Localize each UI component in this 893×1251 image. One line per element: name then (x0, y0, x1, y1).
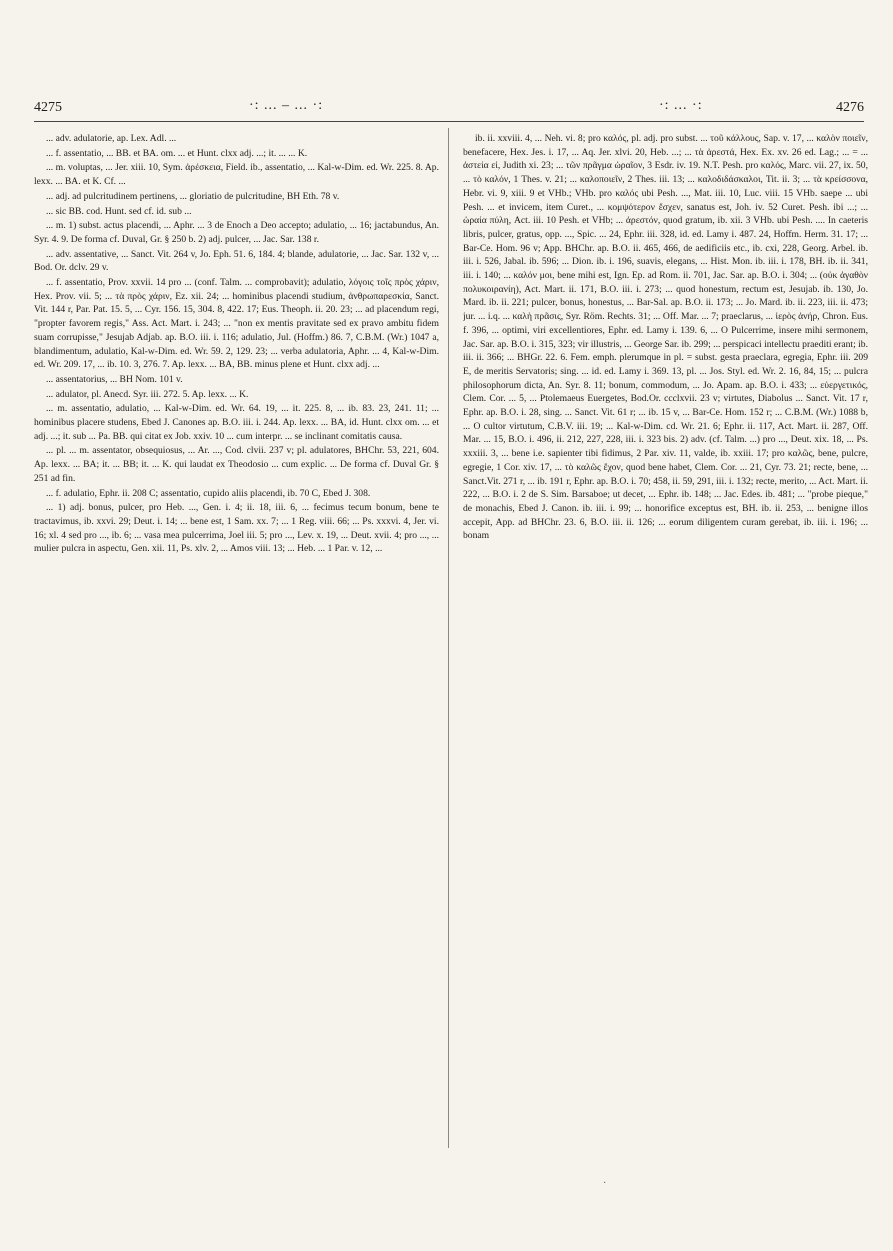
header-rule (34, 121, 864, 122)
dictionary-entry: ... m. assentatio, adulatio, ... Kal-w-Dim. ed. Wr. 64. 19, ... it. 225. 8, ... ib. 83. 23, 241. 11; ... hominibus placere studens, Ebed J. Canones ap. B.O. iii. i. 244. Ap. lexx. ... BA, id. Hunt. clxx om. ... et adj. ...; it. sub ... Pa. BB. qui citat ex Job. xxiv. 10 ... cum interpr. ... se inclinant comitatis causa. (34, 403, 439, 442)
dictionary-entry: ... adulator, pl. Anecd. Syr. iii. 272. 5. Ap. lexx. ... K. (46, 388, 249, 400)
running-title-left: ·: ... – ... ·: (249, 98, 324, 113)
dictionary-entry: ... pl. ... m. assentator, obsequiosus, ... Ar. ..., Cod. clvii. 237 v; pl. adulatores, BHChr. 53, 221, 604. Ap. lexx. ... BA; it. ... BB; it. ... K. qui laudat ex Theodosio ... cum explic. ... De forma cf. Duval Gr. § 251 ad fin. (34, 445, 439, 484)
dictionary-entry: ib. ii. xxviii. 4, ... Neh. vi. 8; pro καλός, pl. adj. pro subst. ... τοῦ κάλλους, Sap. v. 17, ... καλὸν ποιεῖν, benefacere, Hex. Jes. i. 17, ... Aq. Jer. xlvi. 20, Heb. ...; ... τὰ ἀρεστά, Hex. Ex. xv. 26 ed. Lag.; ... = ... ἀστεία εἰ, Judith xi. 23; ... τῶν πρᾶγμα ὡραῖον, 3 Esdr. iv. 19. N.T. Pesh. pro καλός, Marc. vii. 27, ix. 50, ... τὸ καλόν, 1 Thes. v. 21; ... καλοποιεῖν, 2 Thes. iii. 13; ... καλοδιδάσκαλοι, Tit. ii. 3; ... τὰ κρείσσονα, Hebr. vi. 9, xiii. 9 et VHb.; VHb. pro καλός ubi Pesh. ..., Mat. iii. 10, Luc. viii. 15 VHb. saepe ... ubi Pesh. ... et invicem, item Curet., ... κομψότερον ἔσχεν, sanatus est, Joh. iv. 52 Curet. Pesh. ibi ...; ... ὡραία πύλη, Act. iii. 10 Pesh. et VHb; ... ἀρεστόν, quod gratum, ib. xii. 3 VHb. ubi Pesh. .... In caeteris libris, pulcer, gratus, opp. ..., Spic. ... 24, Ephr. iii. 328, id. ed. Lamy i. 487. 24, Hoffm. Herm. 31. 17; ... Bar-Ce. Hom. 96 v; App. BHChr. ap. B.O. ii. 465, 466, de aedificiis etc., ib. cxi, 228, Georg. Arbel. ib. iii. i. 526, Jabal. ib. 596; ... Dion. ib. i. 196, suavis, elegans, ... Hist. Mon. ib. iii. i. 178, BH. ib. ii. 341, iii. i. 140; ... καλόν μοι, bene mihi est, Ign. Ep. ad Rom. ii. 701, Jac. Sar. ap. B.O. i. 304; ... (οὐκ ἀγαθὸν πολυκοιρανίη), Act. Mart. ii. 171, B.O. iii. i. 273; ... quod honestum, rectum est, Jesujab. ib. 130, Jo. Mard. ib. ii. 221; pulcer, bonus, honestus, ... Bar-Sal. ap. B.O. ii. 173; ... Jo. Mard. ib. ii. 223, iii. ii. 473; jur. ... i.q. ... καλὴ πρᾶσις, Syr. Röm. Rechts. 31; ... Off. Mar. ... 7; praeclarus, ... ἱερὸς ἀνήρ, Chron. Eus. f. 396, ... optimi, viri excellentiores, Ephr. ed. Lamy i. 139. 6, ... O Pulcerrime, insere mihi sermonem, Jac. Sar. ap. B.O. i. 315, 323; vir illustris, ... George Sar. ib. 299; ... perspicaci intellectu praediti erant; ib. iii. ii. 366; ... BHGr. 22. 6. Fem. emph. plerumque in pl. = subst. gesta praeclara, egregia, Ephr. iii. 209 E, de meritis Servatoris; sing. ... id. ed. Lamy i. 369. 13, pl. ... Jos. Styl. ed. Wr. 2. 16, 84, 15; ... pulcra philosophorum dicta, An. Syr. 8. 11; bonum, commodum, ... Jo. Apam. ap. B.O. i. 433; ... εὐεργετικός, Clem. Cor. ... 5, ... Ptolemaeus Euergetes, Bod.Or. ccclxvii. 23 v; virtutes, Diabolus ... Sanct. Vit. 17 r, Ephr. ap. B.O. i. 28, sing. ... Sanct. Vit. 61 r; ... ib. 15 v, ... Bar-Ce. Hom. 152 r; ... C.B.M. (Wr.) 1088 b, ... O cultor virtutum, C.B.V. iii. 19; ... Kal-w-Dim. cd. Wr. 21. 6; Ephr. ii. 117, Act. Mart. ii. 287, Off. Mar. ... 15, B.O. i. 496, ii. 212, 227, 228, iii. i. 323 bis. 2) adv. (cf. Talm. ...) pro ..., Deut. xix. 18, ... Ps. xxxiii. 3, ... bene i.e. sapienter tibi fidimus, 2 Par. xiv. 11, valde, ib. xxiii. 17; pro καλῶς, bene, pulcre, egregie, 1 Cor. xiv. 17, ... τὸ καλῶς ἔχον, quod bene habet, Clem. Cor. ... 21, Cyr. 73. 21; recte, bene, ... Sanct.Vit. 271 r, ... ib. 191 r, Ephr. ap. B.O. i. 70; 458, ii. 59, 291, iii. i. 132; recte, merito, ... Act. Mart. ii. 222, ... B.O. i. 2 de S. Sim. Barsaboe; ut decet, ... Ephr. ib. 148; ... Jac. Edes. ib. 481; ... "probe pieque," de monachis, Ebed J. Canon. ib. iii. i. 99; ... honorifice exceptus est, BH. ib. ii. 253, ... benigne illos accepit, App. ad BHChr. 23. 6, B.O. iii. ii. 126; ... eorum diligentem curam gerebat, ib. iii. i. 196; ... bonam (463, 133, 868, 542)
left-column (34, 132, 439, 1147)
footer-mark: · (603, 1178, 607, 1189)
dictionary-entry: ... m. voluptas, ... Jer. xiii. 10, Sym. ἀρέσκεια, Field. ib., assentatio, ... Kal-w-Dim. ed. Wr. 225. 8. Ap. lexx. ... BA. et K. Cf. ... (34, 162, 439, 188)
dictionary-entry: ... f. assentatio, Prov. xxvii. 14 pro ... (conf. Talm. ... comprobavit); adulatio, λόγοις τοῖς πρὸς χάριν, Hex. Prov. vii. 5; ... τὰ πρὸς χάριν, Ez. xii. 24; ... hominibus placendi studium, ἀνθρωπαρεσκία, Sanct. Vit. 144 r, Par. Pat. 15. 5, ... Cyr. 156. 15, 304. 8, 422. 17; Eus. Theoph. ii. 20. 23; ... ad placendum regi, "propter favorem regis," Ass. Act. Mart. i. 243; ... "non ex mentis pravitate sed ex pravo ambitu fidem suam corrupisse," Jesujab Adjab. ap. B.O. iii. i. 116; adulatio, Jul. (Hoffm.) 86. 7, C.B.M. (Wr.) 1047 a, blandimentum, adulatio, Kal-w-Dim. ed. Wr. 59. 2, 129. 23; ... verba adulatoria, Aphr. ... 4, Kal-w-Dim. ed. Wr. 209. 17, ... ib. 10. 3, 276. 7. Ap. lexx. ... BA, BB. minus plene et Hunt. clxx adj. ... (34, 277, 439, 371)
page-number-left: 4275 (34, 100, 62, 115)
column-divider (448, 128, 449, 1148)
running-title-right: ·: ... ·: (659, 98, 703, 113)
dictionary-entry: ... adj. ad pulcritudinem pertinens, ... gloriatio de pulcritudine, BH Eth. 78 v. (46, 190, 340, 202)
running-header (34, 96, 864, 118)
dictionary-entry: ... adv. adulatorie, ap. Lex. Adl. ... (46, 133, 177, 144)
dictionary-entry: ... assentatorius, ... BH Nom. 101 v. (46, 373, 183, 385)
dictionary-entry: ... m. 1) subst. actus placendi, ... Aphr. ... 3 de Enoch a Deo accepto; adulatio, ... 16; jactabundus, An. Syr. 4. 9. De forma cf. Duval, Gr. § 250 b. 2) adj. pulcer, ... Jac. Sar. 138 r. (34, 220, 439, 245)
dictionary-entry: ... adv. assentative, ... Sanct. Vit. 264 v, Jo. Eph. 51. 6, 184. 4; blande, adulatorie, ... Jac. Sar. 132 v, ... Bod. Or. dclv. 29 v. (34, 248, 439, 274)
right-column (463, 132, 868, 1147)
dictionary-entry: ... f. assentatio, ... BB. et BA. om. ... et Hunt. clxx adj. ...; it. ... ... K. (46, 147, 308, 159)
dictionary-entry: ... f. adulatio, Ephr. ii. 208 C; assentatio, cupido aliis placendi, ib. 70 C, Ebed J. 308. (46, 487, 371, 499)
dictionary-entry: ... sic BB. cod. Hunt. sed cf. id. sub ... (46, 205, 192, 217)
page-number-right: 4276 (836, 100, 864, 115)
dictionary-entry: ... 1) adj. bonus, pulcer, pro Heb. ..., Gen. i. 4; ii. 18, iii. 6, ... fecimus tecum bonum, bene te tractavimus, ib. xxvi. 29; Deut. i. 14; ... bene est, 1 Sam. xx. 7; ... 1 Reg. viii. 66; ... Ps. xxxvi. 4, Jer. vi. 16; xl. 4 sed pro ..., ib. 6; ... vasa mea pulcerrima, Joel iii. 5; pro ..., Lev. x. 19, ... Deut. xvii. 4; pro ..., ... mulier pulcra in aspectu, Gen. xii. 11, Ps. xlv. 2, ... Amos viii. 13; ... Heb. ... 1 Par. v. 12, ... (34, 502, 439, 555)
